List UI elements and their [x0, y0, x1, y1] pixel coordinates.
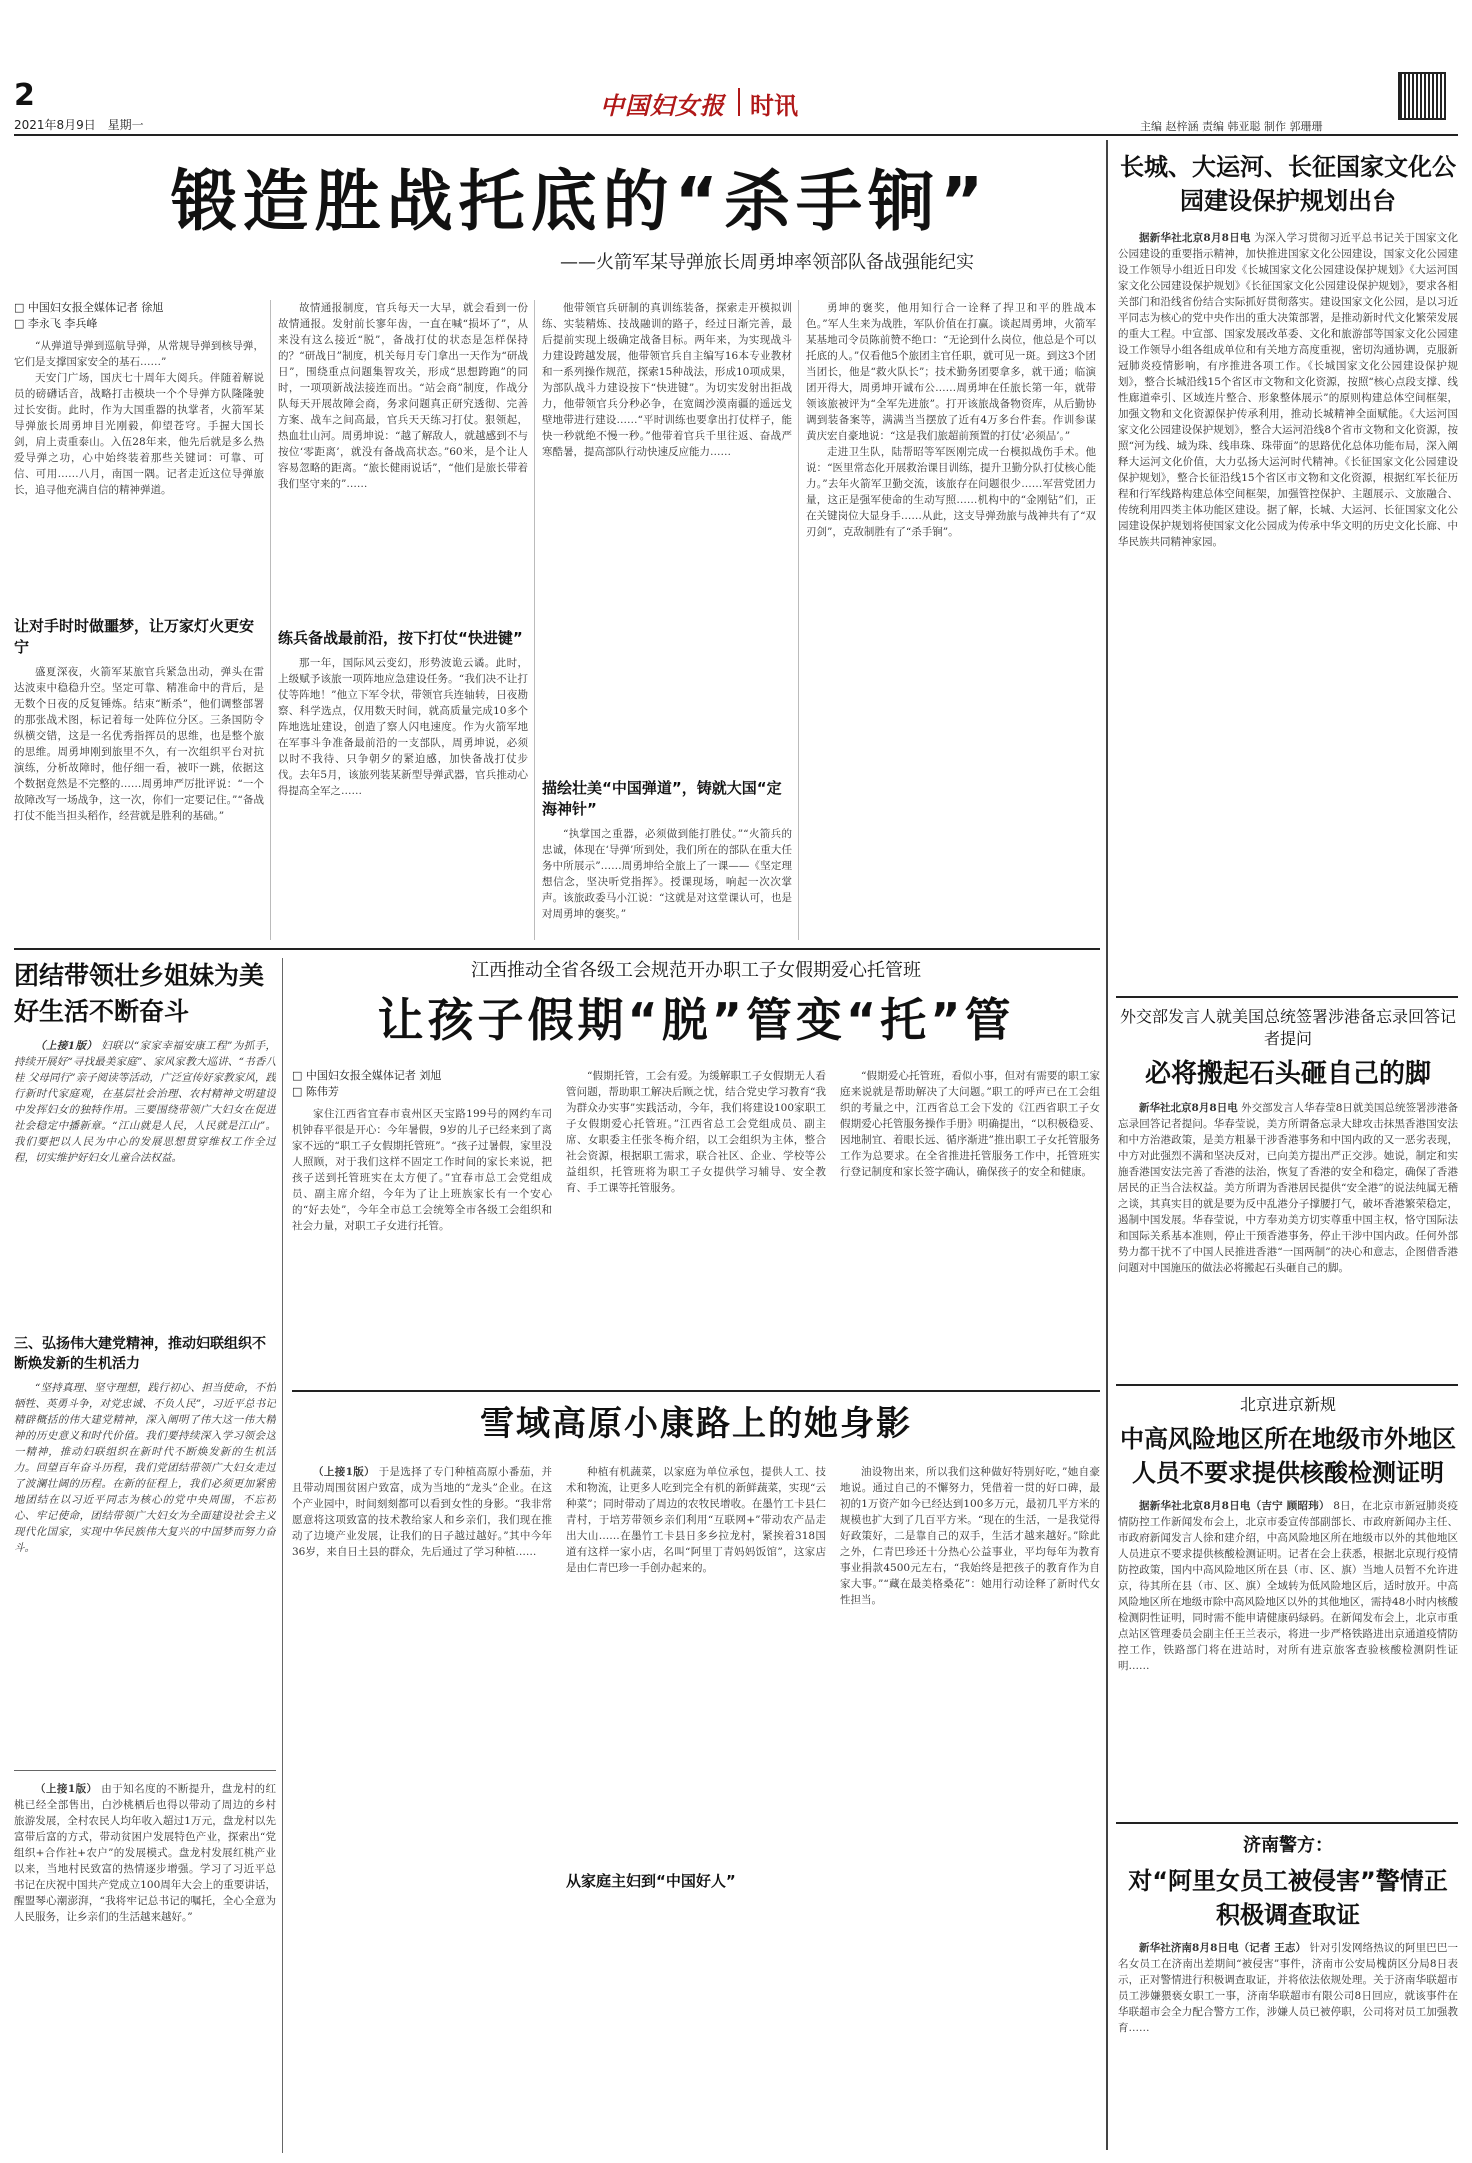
main-col-3	[542, 300, 792, 940]
subhead: 从家庭主妇到“中国好人”	[566, 1872, 736, 1890]
section-rule	[292, 1390, 1100, 1392]
main-col-2	[278, 300, 528, 940]
main-subheadline: ——火箭军某导弹旅长周勇坤率领部队备战强能纪实	[560, 252, 974, 273]
subhead-1: 让对手时时做噩梦，让万家灯火更安宁	[14, 617, 255, 656]
main-col-4	[806, 300, 1096, 940]
kicker: 济南警方：	[1243, 1835, 1333, 1856]
body-paragraph: 天安门广场，国庆七十周年大阅兵。伴随着解说员的磅礴话音，战略打击模块一个个导弹方队隆隆驶过长安街。此时，作为大国重器的执掌者，火箭军某导弹旅长周勇坤目光刚毅，仰望苍穹。手握大国长剑，肩上责重泰山。入伍28年来，他先后就是多么热爱导弹之功，心中始终装着那些关键词：可靠、可信、可用……八月，南国一隅。记者走近这位导弹旅长，追寻他充满自信的精神弹道。	[14, 372, 264, 496]
body-text: 由于知名度的不断提升，盘龙村的红桃已经全部售出，白沙桃栖后也得以带动了周边的乡村旅游发展，全村农民人均年收入超过1万元，盘龙村以先富带后富的方式，带动贫困户发展特色产业，探索出“党组织+合作社+农户”的发展模式。盘龙村发展红桃产业以来，当地村民致富的热情逐步增强。学习了习近平总书记在庆祝中国共产党成立100周年大会上的重要讲话，醒盟琴心潮澎湃，“我将牢记总书记的嘱托，全心全意为人民服务，让乡亲们的生活越来越好。”	[14, 1783, 276, 1923]
issue-date	[14, 116, 144, 133]
qr-code	[1398, 72, 1446, 120]
paper-logo: 中国妇女报	[600, 91, 725, 120]
main-headline: 锻造胜战托底的“杀手锏”	[170, 163, 990, 240]
body-paragraph: 油设物出来，所以我们这种做好特别好吃，”她自豪地说。通过自己的不懈努力，凭借着一贯的好口碑，最初的1万资产如今已经达到100多万元，最初几平方米的规模也扩大到了几百平方米。“现在的生活，一是我觉得好政策好，二是靠自己的双手，生活才越来越好。”除此之外，仁青巴珍还十分热心公益事业，平均每年为教育事业捐款4500元左右，“我始终是把孩子的教育作为自家大事。”“藏在最美格桑花”：她用行动诠释了新时代女性担当。	[840, 1466, 1100, 1606]
reporter-byline: □ 中国妇女报全媒体记者 刘旭	[292, 1069, 442, 1082]
left-story-guangxi	[14, 958, 276, 2153]
body-paragraph	[14, 1038, 276, 1166]
section-rule	[1116, 1822, 1458, 1824]
center-story-childcare	[292, 958, 1100, 1378]
right-story-culture-parks	[1118, 150, 1458, 990]
dateline: 据新华社北京8月8日电	[1139, 232, 1251, 244]
body-paragraph	[1118, 1498, 1458, 1674]
right-headline: 对“阿里女员工被侵害”警情正积极调查取证	[1128, 1867, 1448, 1929]
main-col-1	[14, 300, 264, 940]
masthead-rule	[14, 134, 1458, 136]
subhead-2: 练兵备战最前沿，按下打仗“快进键”	[278, 629, 523, 647]
subhead-3: 描绘壮美“中国弹道”，铸就大国“定海神针”	[542, 779, 782, 818]
lead-paragraph: “从弹道导弹到巡航导弹，从常规导弹到核导弹，它们是支撑国家安全的基石……”	[14, 340, 264, 368]
center-story-tibet	[292, 1400, 1100, 2150]
masthead	[0, 0, 1472, 133]
center-headline: 让孩子假期“脱”管变“托”管	[377, 993, 1015, 1047]
body-text: 于是选择了专门种植高原小番茄，并且带动周围贫困户致富，成为当地的“龙头”企业。在这个产业园中，时间刻刻都可以看到女性的身影。“我非常愿意将这项致富的技术教给家人和乡亲们，我们现在推动了边境产业发展，让我们的日子越过越好。”其中今年36岁，来自日土县的群众，先后通过了学习种植……	[292, 1466, 552, 1558]
reporter-byline-2: □ 陈伟芳	[292, 1085, 339, 1098]
body-text: 8日，在北京市新冠肺炎疫情防控工作新闻发布会上，北京市委宣传部副部长、市政府新闻办主任、市政府新闻发言人徐和建介绍，中高风险地区所在地级市以外的其他地区人员进京不要求提供核酸检测证明。记者在会上获悉，根据北京现行疫情防控政策，国内中高风险地区所在县（市、区、旗）当地人员暂不允许进京，待其所在县（市、区、旗）全域转为低风险地区后，适时放开。中高风险地区所在地级市除中高风险地区以外的其他地区，需持48小时内核酸检测阴性证明，同时需不能申请健康码绿码。在新闻发布会上，北京市重点站区管理委员会副主任王兰表示，将进一步严格铁路进出京通道疫情防控工作，铁路部门将在进站时，对所有进京旅客查验核酸检测阴性证明……	[1118, 1500, 1458, 1672]
right-headline: 中高风险地区所在地级市外地区人员不要求提供核酸检测证明	[1120, 1425, 1456, 1487]
dateline: 新华社北京8月8日电	[1139, 1102, 1238, 1114]
section-rule	[1116, 1384, 1458, 1386]
body-paragraph: 他带领官兵研制的真训练装备，探索走开模拟训练、实装精炼、技战融训的路子，经过日渐完善，最后提前实现上级确定战备目标。两年来，为实现战斗力建设跨越发展，他带领官兵自主编写16本专业教材和一系列操作规范，探索15种战法，形成10项成果，为部队战斗力建设按下“快进键”。为切实发射出拒战力，他带领官兵分秒必争，在宽阔沙漠南疆的遥远戈壁地带进行建设……“平时训练也要拿出打仗样子，能快一秒就绝不慢一秒。”他带着官兵千里往返、奋战严寒酷暑，提高部队行动快速反应能力……	[542, 302, 792, 458]
right-column-rule	[1106, 140, 1108, 2150]
page-number: 2	[14, 78, 35, 113]
col-rule	[270, 300, 271, 940]
body-text: 针对引发网络热议的阿里巴巴一名女员工在济南出差期间“被侵害”事件，济南市公安局槐荫区分局8日表示，正对警情进行积极调查取证，并将依法依规处理。关于济南华联超市员工涉嫌猥亵女职工一事，济南华联超市有限公司8日回应，就该事件在华联超市会全力配合警方工作，涉嫌人员已被停职，公司将对员工加强教育……	[1118, 1942, 1458, 2034]
kicker: 北京进京新规	[1239, 1395, 1336, 1414]
body-paragraph	[292, 1464, 552, 1560]
body-paragraph: “假期托管，工会有爱。为缓解职工子女假期无人看管问题，帮助职工解决后顾之忧，结合党史学习教育“我为群众办实事”实践活动，今年，我们将建设100家职工子女假期爱心托管班。”江西省总工会党组成员、副主席、女职委主任张冬梅介绍，以工会组织为主体，整合社会资源，根据职工需求，联合社区、企业、学校等公益组织，托管班将为职工子女提供学习辅导、安全教育、手工课等托管服务。	[566, 1070, 826, 1194]
body-paragraph: 走进卫生队，陆帮昭等军医刚完成一台模拟战伤手术。他说：“医里常态化开展救治课目训练，提升卫勤分队打仗核心能力。”去年火箭军卫勤交流，该旅存在问题很少……军营党团力量，这正是强军使命的生动写照……机构中的“金刚钻”们，正在关键岗位大显身手……从此，这支导弹劲旅与战神共有了“双刃剑”，克敌制胜有了“杀手锏”。	[806, 446, 1096, 538]
section-rule	[14, 1770, 276, 1771]
right-headline: 长城、大运河、长征国家文化公园建设保护规划出台	[1120, 153, 1456, 215]
right-story-beijing	[1118, 1394, 1458, 1814]
body-paragraph	[1118, 1940, 1458, 2036]
body-paragraph	[1118, 230, 1458, 550]
body-paragraph: “假期爱心托管班，看似小事，但对有需要的职工家庭来说就是帮助解决了大问题。”职工的呼声已在工会组织的考量之中，江西省总工会下发的《江西省职工子女假期爱心托管服务操作手册》明确提出，“以积极稳妥、因地制宜、着眼长远、循序渐进”推出职工子女托管服务工作为总要求。在全省推进托管服务工作中，托管班实行登记制度和家长签字确认，确保孩子的安全和健康。	[840, 1070, 1100, 1178]
body-paragraph	[14, 1781, 276, 1925]
kicker: 外交部发言人就美国总统签署涉港备忘录回答记者提问	[1119, 1007, 1456, 1048]
section-rule	[1116, 996, 1458, 998]
body-text: 妇联以“家家幸福安康工程”为抓手，持续开展好“寻找最美家庭”、家风家教大巡讲、“书香八桂 父母同行”亲子阅读等活动，广泛宣传好家教家风，践行新时代家庭观，在基层社会治理、农村精神文明建设中发挥妇女的独特作用。三要围绕带领广大妇女在促进社会稳定中播新章。“江山就是人民，人民就是江山”。我们要把以人民为中心的发展思想贯穿维权工作全过程，切实维护好妇女儿童合法权益。	[14, 1040, 276, 1164]
col-rule	[282, 958, 283, 2153]
reporter-byline-2: □ 李永飞 李兵峰	[14, 317, 98, 330]
reporter-byline: □ 中国妇女报全媒体记者 徐旭	[14, 301, 164, 314]
section-rule	[14, 948, 1100, 950]
date-text: 2021年8月9日	[14, 118, 96, 132]
body-paragraph: 盛夏深夜，火箭军某旅官兵紧急出动，弹头在雷达波束中稳稳升空。坚定可靠、精准命中的背后，是无数个日夜的反复锤炼。结束“断杀”，他们调整部署的那张战术图，标记着每一处阵位分区。三条国防令纵横交错，这是一名优秀指挥员的思维，也是整个旅的思维。周勇坤刚到旅里不久，有一次组织平台对抗演练，分析故障时，他仔细一看，被吓一跳，依据这个数据竟然是不完整的……周勇坤严厉批评说：“一个故障改写一场战争，这一次，你们一定要记住。”“备战打仗不能当担头稻作，经营就是胜利的基础。”	[14, 666, 264, 822]
continued-tag: （上接1版）	[35, 1040, 98, 1052]
body-paragraph: 种植有机蔬菜，以家庭为单位承包，提供人工、技术和物流，让更多人吃到完全有机的新鲜蔬菜，实现“云种菜”；同时带动了周边的农牧民增收。在墨竹工卡县仁青村，于培芳带领乡亲们利用“互联网+”带动农产品走出大山……在墨竹工卡县日多乡拉龙村，紧挨着318国道有这样一家小店，名叫“阿里丁青妈妈饭馆”，这家店是由仁青巴珍一手创办起来的。	[566, 1466, 826, 1574]
body-paragraph: 故情通报制度，官兵每天一大早，就会看到一份故情通报。发射前长寥年齿，一直在喊“损坏了”，从来没有这么接近“脱”，备战打仗的状态是怎样保持的？“研战日”制度，机关每月专门拿出一天作为“研战日”，围绕重点问题集智攻关，形成“思想跨跑”的同时，一项项新战法接连而出。“站会商”制度，作战分队每天开展故障会商，务求问题真正研究透彻、完善方案、战车之间高最，官兵天天练习打仗。狠领起，热血壮山河。周勇坤说：“越了解敌人，就越感到不与按位‘零距离’，就没有备战高状态。”60米，是个让人容易忽略的距离。“旅长健雨说话”，“他们是旅长带着我们坚守来的”……	[278, 302, 528, 490]
section-name: 时讯	[750, 92, 798, 120]
weekday-text: 星期一	[107, 118, 144, 132]
center-headline: 雪域高原小康路上的她身影	[480, 1404, 912, 1444]
body-paragraph: 勇坤的褒奖，他用知行合一诠释了捍卫和平的胜战本色。”军人生来为战胜，军队价值在打赢。谈起周勇坤，火箭军某基地司令员陈前赞不绝口：“无论到什么岗位，他总是个可以托底的人。”仅看他5个旅团主官任职，就可见一斑。到这3个团当团长，他是“救火队长”；技术勤务团要拿多，就干通；临演团开得大，周勇坤开诚布公……周勇坤在任旅长第一年，就带领该旅被评为“全军先进旅”。打开该旅战备物资库，从后勤协调到装备案等，满满当当摆放了近有4万多台件套。作训参谋黄庆宏自豪地说：“这是我们旅超前预置的打仗‘必须品’。”	[806, 302, 1096, 442]
right-story-jinan	[1118, 1834, 1458, 2154]
logo-divider	[738, 88, 740, 116]
body-paragraph: 家住江西省宜春市袁州区天宝路199号的网约车司机钟春平很是开心：今年暑假，9岁的儿子已经来到了离家不远的“职工子女假期托管班”。“孩子过暑假，家里没人照顾，对于我们这样不固定工作时间的家长来说，把孩子送到托管班实在太方便了。”宜春市总工会党组成员、副主席介绍，今年为了让上班族家长有一个安心的“好去处”，今年全市总工会统筹全市各级工会组织和社会力量，对职工子女进行托管。	[292, 1108, 552, 1232]
body-paragraph: 那一年，国际风云变幻，形势波诡云谲。此时，上级赋予该旅一项阵地应急建设任务。“我们决不让打仗等阵地！”他立下军令状，带领官兵连轴转，日夜勘察、科学选点，仅用数天时间，就高质量完成10多个阵地选址建设，创造了察人闪电速度。作为火箭军地在军事斗争准备最前沿的一支部队，周勇坤说，必须以时不我待、只争朝夕的紧迫感，加快备战打仗步伐。去年5月，该旅列装某新型导弹武器，官兵推动心得提高全军之……	[278, 657, 528, 797]
body-paragraph: “坚持真理、坚守理想，践行初心、担当使命，不怕牺牲、英勇斗争，对党忠诚、不负人民”，习近平总书记精辟概括的伟大建党精神，深入阐明了伟大这一伟大精神的历史意义和时代价值。我们要持续深入学习领会这一精神，推动妇联组织在新时代不断焕发新的生机活力。回望百年奋斗历程，我们党团结带领广大妇女走过了波澜壮阔的历程。在新的征程上，我们必须更加紧密地团结在以习近平同志为核心的党中央周围，不忘初心、牢记使命，团结带领广大妇女为全面建设社会主义现代化国家，实现中华民族伟大复兴的中国梦而努力奋斗。	[14, 1382, 276, 1554]
credits: 主编 赵梓涵 责编 韩亚聪 制作 郭珊珊	[1140, 120, 1323, 133]
kicker: 江西推动全省各级工会规范开办职工子女假期爱心托管班	[471, 960, 921, 981]
subhead: 三、弘扬伟大建党精神，推动妇联组织不断焕发新的生机活力	[14, 1336, 266, 1372]
body-paragraph: “执掌国之重器，必须做到能打胜仗。”“火箭兵的忠诚，体现在‘导弹’所到处，我们所在的部队在重大任务中所展示”……周勇坤给全旅上了一课——《坚定理想信念，坚决听党指挥》。授课现场，响起一次次掌声。该旅政委马小江说：“这就是对这堂课认可，也是对周勇坤的褒奖。”	[542, 828, 792, 920]
dateline: 据新华社北京8月8日电（吉宁 顾昭玮）	[1139, 1500, 1330, 1512]
body-paragraph	[1118, 1100, 1458, 1276]
dateline: 新华社济南8月8日电（记者 王志）	[1139, 1942, 1307, 1954]
right-story-mfa	[1118, 1006, 1458, 1376]
continued-tag: （上接1版）	[35, 1783, 98, 1795]
col-rule	[798, 300, 799, 940]
right-headline: 必将搬起石头砸自己的脚	[1144, 1059, 1431, 1089]
col-rule	[534, 300, 535, 940]
body-text: 为深入学习贯彻习近平总书记关于国家文化公园建设的重要指示精神，加快推进国家文化公园建设，国家文化公园建设工作领导小组近日印发《长城国家文化公园建设保护规划》《大运河国家文化公园建设保护规划》《长征国家文化公园建设保护规划》，要求各相关部门和沿线省份结合实际抓好贯彻落实。建设国家文化公园，是以习近平同志为核心的党中央作出的重大决策部署，是推动新时代文化繁荣发展的重大工程。中宣部、国家发展改革委、文化和旅游部等国家文化公园建设工作领导小组各组成单位和有关地方高度重视，密切沟通协调，克服新冠肺炎疫情影响，有序推进各项工作。《长城国家文化公园建设保护规划》，整合长城沿线15个省区市文物和文化资源，按照“核心点段支撑、线性廊道牵引、区域连片整合、形象整体展示”的原则构建总体空间框架，加强文物和文化资源保护传承利用，推动长城精神全面赋能。《大运河国家文化公园建设保护规划》，整合大运河沿线8个省市文物和文化资源，按照“河为线、城为珠、线串珠、珠带面”的思路优化总体功能布局，深入阐释大运河文化价值，大力弘扬大运河时代精神。《长征国家文化公园建设保护规划》，整合长征沿线15个省区市文物和文化资源，根据红军长征历程和行军线路构建总体空间框架，加强管控保护、主题展示、文旅融合、传统利用四类主体功能区建设。据了解，长城、大运河、长征国家文化公园建设保护规划将使国家文化公园成为传承中华文明的历史文化长廊、中华民族共同精神家园。	[1118, 232, 1458, 548]
continued-tag: （上接1版）	[313, 1466, 375, 1478]
body-text: 外交部发言人华春莹8日就美国总统签署涉港备忘录回答记者提问。华春莹说，美方所谓备忘录大肆攻击抹黑香港国安法和中方治港政策，是美方粗暴干涉香港事务和中国内政的又一恶劣表现，中方对此强烈不满和坚决反对，已向美方提出严正交涉。她说，制定和实施香港国安法完善了香港的法治，恢复了香港的安全和稳定，确保了香港居民的正当合法权益。美方所谓为香港居民提供“安全港”的说法纯属无稽之谈，其真实目的就是要为反中乱港分子撑腰打气，破坏香港繁荣稳定，遏制中国发展。华春莹说，中方奉劝美方切实尊重中国主权，恪守国际法和国际关系基本准则，停止干预香港事务，停止干涉中国内政。任何外部势力都干扰不了中国人民推进香港“一国两制”的决心和意志，企图借香港问题对中国施压的做法必将搬起石头砸自己的脚。	[1118, 1102, 1458, 1274]
left-headline: 团结带领壮乡姐妹为美好生活不断奋斗	[14, 961, 265, 1026]
